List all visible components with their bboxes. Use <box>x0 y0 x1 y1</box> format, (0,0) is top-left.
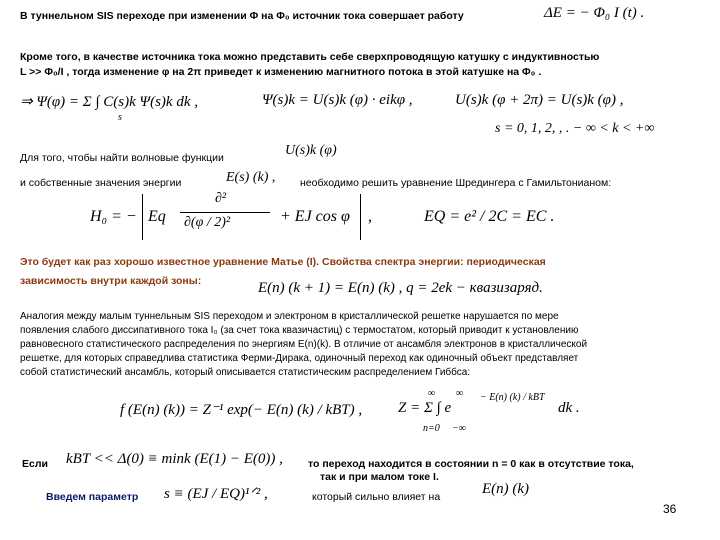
sum-upper: ∞ <box>428 388 436 399</box>
para1-line-c: необходимо решить уравнение Шредингера с Гамильтонианом: <box>300 177 612 189</box>
gibbs-line: собой статистический ансамбль, который описывается статистическим распределением Гиббса: <box>20 367 471 378</box>
mathieu-line-b: зависимость внутри каждой зоны: <box>20 275 202 287</box>
condition-if: Если <box>22 458 48 470</box>
hamiltonian-eq: Eq <box>148 208 166 225</box>
bracket-left <box>142 194 144 240</box>
partition-dk: dk . <box>558 400 580 416</box>
work-formula: ΔE = − Φ₀ I (t) . <box>544 5 645 21</box>
charging-energy: EQ = e² / 2C = EC . <box>424 208 555 225</box>
gibbs-line: Аналогия между малым туннельным SIS переходом и электроном в кристаллической решетке нарушается по мере <box>20 311 559 322</box>
gibbs-line: равновесного статистического распределения по энергиям E(n)(k). В отличие от ансамбля электронов в кристаллической <box>20 339 588 350</box>
parameter-s: s ≡ (EJ / EQ)¹ᐟ² , <box>164 486 268 502</box>
param-text: который сильно влияет на <box>312 491 441 503</box>
bracket-right <box>360 194 362 240</box>
integral-lower: −∞ <box>452 423 466 434</box>
condition-text-a: то переход находится в состоянии n = 0 как в отсутствие тока, <box>308 458 634 470</box>
wave-function-symbol: U(s)k (φ) <box>285 143 337 158</box>
intro-line-2a: Кроме того, в качестве источника тока можно представить себе сверхпроводящую катушку с индуктивностью <box>20 51 600 63</box>
fraction-bar <box>180 212 270 213</box>
hamiltonian-denominator: ∂(φ / 2)² <box>184 215 231 230</box>
index-range: s = 0, 1, 2, , . − ∞ < k < +∞ <box>495 121 655 136</box>
hamiltonian-numerator: ∂² <box>215 191 227 206</box>
hamiltonian-h0: H₀ = − <box>90 208 137 225</box>
para1-line-b: и собственные значения энергии <box>20 177 182 189</box>
page-number: 36 <box>663 502 677 516</box>
temperature-condition: kBT << Δ(0) ≡ mink (E(1) − E(0)) , <box>66 451 283 467</box>
gibbs-paragraph <box>20 310 710 380</box>
intro-line-2b: L >> Φ₀/I , тогда изменение φ на 2π приведет к изменению магнитного потока в этой катушке на Φ₀ . <box>20 66 542 78</box>
periodic-energy: E(n) (k + 1) = E(n) (k) , q = 2ek − квазизаряд. <box>258 280 543 296</box>
sum-index: s <box>118 112 122 123</box>
integral-upper: ∞ <box>456 388 464 399</box>
hamiltonian-comma: , <box>368 208 372 225</box>
gibbs-distribution: f (E(n) (k)) = Z⁻¹ exp(− E(n) (k) / kBT) , <box>120 402 363 418</box>
para1-line-a: Для того, чтобы найти волновые функции <box>20 152 224 164</box>
partition-function: Z = Σ ∫ e <box>398 400 452 416</box>
gibbs-line: решетке, для которых справедлива статистика Ферми-Дирака, одиночный переход как одиночный объект представляет <box>20 353 579 364</box>
bloch-function: Ψ(s)k = U(s)k (φ) · eikφ , <box>262 92 413 108</box>
gibbs-line: появления слабого диссипативного тока I₀ (за счет тока квазичастиц) с термостатом, который приводит к установлению <box>20 325 579 336</box>
mathieu-line-a: Это будет как раз хорошо известное уравнение Матье (I). Свойства спектра энергии: периодическая <box>20 256 546 268</box>
sum-lower: n=0 <box>423 423 440 434</box>
param-intro: Введем параметр <box>46 491 139 503</box>
condition-text-b: так и при малом токе I. <box>320 471 439 483</box>
partition-exponent: − E(n) (k) / kBT <box>480 392 545 403</box>
hamiltonian-josephson: + EJ cos φ <box>280 208 350 225</box>
param-target: E(n) (k) <box>482 481 530 497</box>
intro-line-1: В туннельном SIS переходе при изменении Φ на Φ₀ источник тока совершает работу <box>20 10 464 22</box>
energy-symbol: E(s) (k) , <box>226 170 276 185</box>
periodicity-condition: U(s)k (φ + 2π) = U(s)k (φ) , <box>455 92 624 108</box>
wavefunction-expansion: ⇒ Ψ(φ) = Σ ∫ C(s)k Ψ(s)k dk , <box>20 94 198 110</box>
